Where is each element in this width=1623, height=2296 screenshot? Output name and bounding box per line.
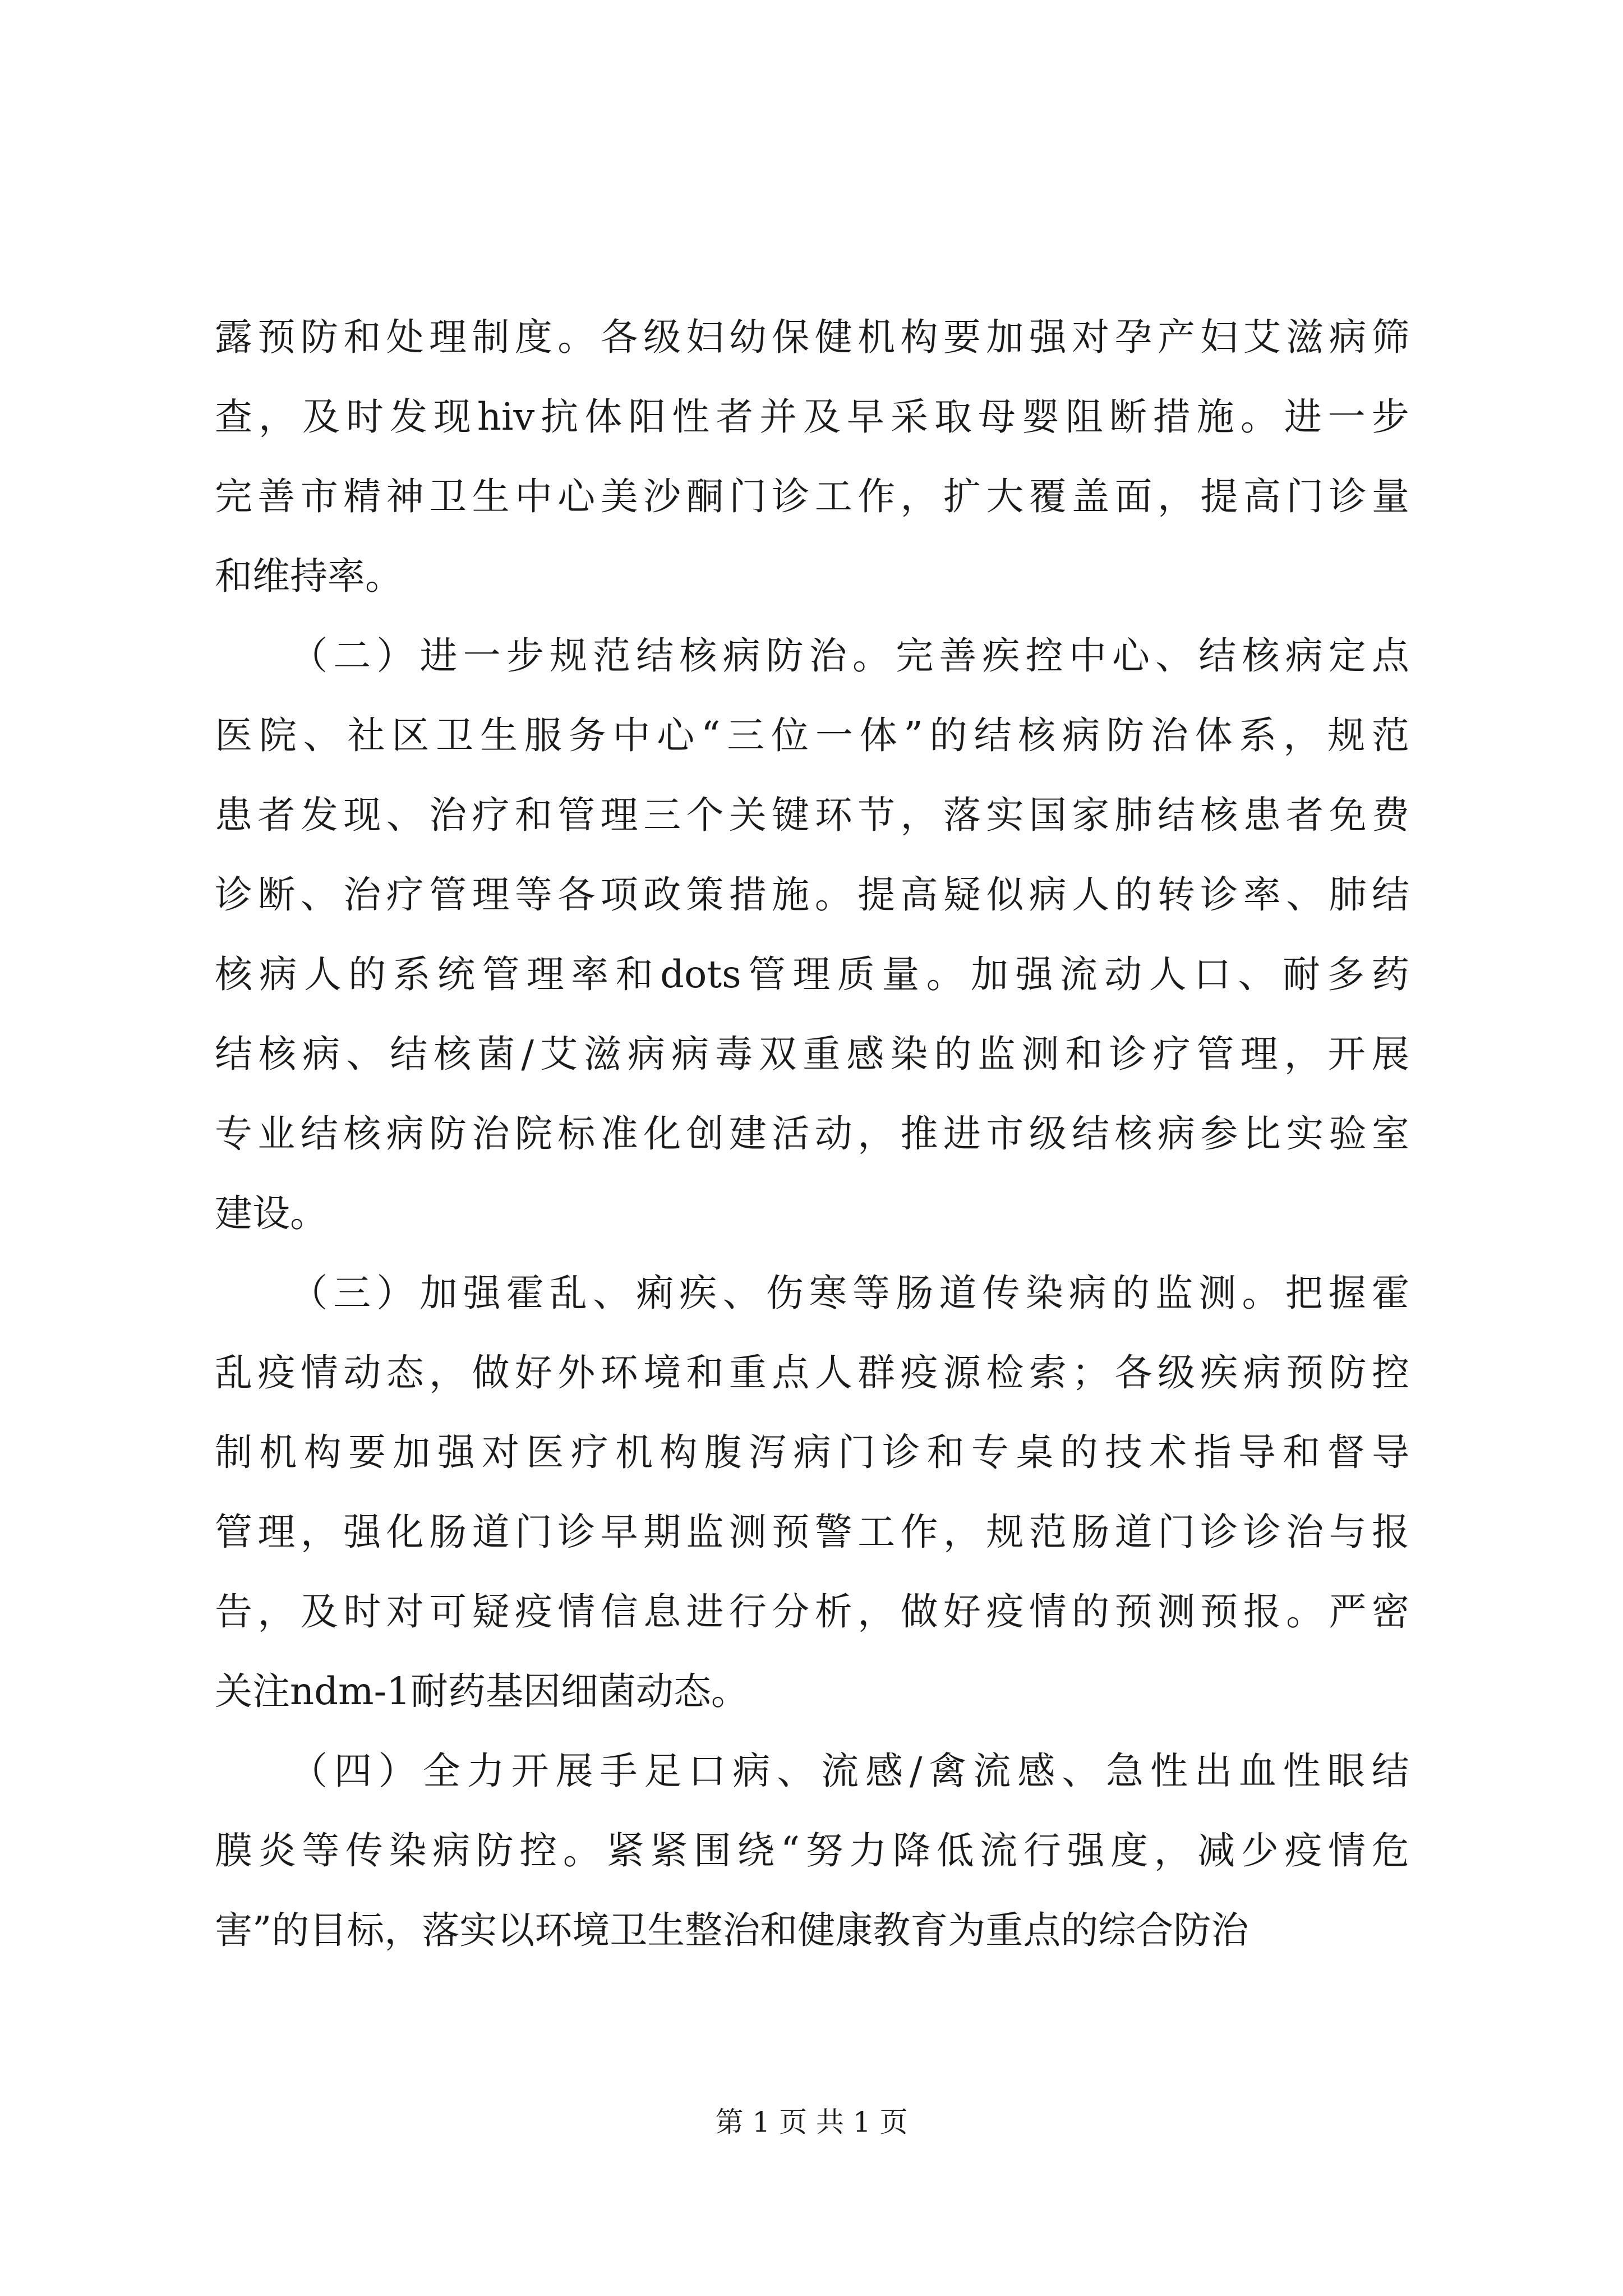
document-body	[215, 297, 1409, 1970]
page-footer: 第 1 页 共 1 页	[715, 2106, 908, 2138]
text-line: 乱 疫 情 动 态 ， 做 好 外 环 境 和 重 点 人 群 疫 源 检 索 ； 各 级 疾 病 预 防 控	[215, 1351, 1409, 1395]
text-line: （ 二 ） 进 一 步 规 范 结 核 病 防 治 。 完 善 疾 控 中 心 、 结 核 病 定 点	[290, 634, 1409, 678]
text-line: 告 ， 及 时 对 可 疑 疫 情 信 息 进 行 分 析 ， 做 好 疫 情 的 预 测 预 报 。 严 密	[215, 1590, 1409, 1634]
paragraph	[215, 1731, 1409, 1970]
text-line: 关 注 ndm-1 耐 药 基 因 细 菌 动 态 。	[215, 1669, 749, 1713]
text-line: 建 设 。	[215, 1191, 328, 1235]
paragraph	[215, 1253, 1409, 1731]
text-line: 结 核 病 、 结 核 菌 / 艾 滋 病 病 毒 双 重 感 染 的 监 测 和 诊 疗 管 理 ， 开 展	[215, 1032, 1409, 1076]
text-line: 露 预 防 和 处 理 制 度 。 各 级 妇 幼 保 健 机 构 要 加 强 对 孕 产 妇 艾 滋 病 筛	[215, 315, 1409, 359]
paragraph	[215, 616, 1409, 1253]
text-line: 和 维 持 率 。	[215, 554, 403, 598]
text-line: 管 理 ， 强 化 肠 道 门 诊 早 期 监 测 预 警 工 作 ， 规 范 肠 道 门 诊 诊 治 与 报	[215, 1510, 1409, 1554]
text-line: （ 三 ） 加 强 霍 乱 、 痢 疾 、 伤 寒 等 肠 道 传 染 病 的 监 测 。 把 握 霍	[290, 1271, 1409, 1315]
text-line: 患 者 发 现 、 治 疗 和 管 理 三 个 关 键 环 节 ， 落 实 国 家 肺 结 核 患 者 免 费	[215, 793, 1409, 837]
text-line: 制 机 构 要 加 强 对 医 疗 机 构 腹 泻 病 门 诊 和 专 桌 的 技 术 指 导 和 督 导	[215, 1430, 1409, 1474]
text-line: 诊 断 、 治 疗 管 理 等 各 项 政 策 措 施 。 提 高 疑 似 病 人 的 转 诊 率 、 肺 结	[215, 873, 1409, 917]
text-line: 医 院 、 社 区 卫 生 服 务 中 心 “ 三 位 一 体 ” 的 结 核 病 防 治 体 系 ， 规 范	[215, 714, 1409, 757]
text-line: 专 业 结 核 病 防 治 院 标 准 化 创 建 活 动 ， 推 进 市 级 结 核 病 参 比 实 验 室	[215, 1112, 1409, 1156]
text-line: 害 ” 的 目 标 ， 落 实 以 环 境 卫 生 整 治 和 健 康 教 育 为 重 点 的 综 合 防 治	[215, 1908, 1249, 1952]
text-line: （ 四 ） 全 力 开 展 手 足 口 病 、 流 感 / 禽 流 感 、 急 性 出 血 性 眼 结	[290, 1749, 1409, 1793]
text-line: 膜 炎 等 传 染 病 防 控 。 紧 紧 围 绕 “ 努 力 降 低 流 行 强 度 ， 减 少 疫 情 危	[215, 1829, 1409, 1872]
text-line: 核 病 人 的 系 统 管 理 率 和 dots 管 理 质 量 。 加 强 流 动 人 口 、 耐 多 药	[215, 953, 1409, 996]
text-line: 完 善 市 精 神 卫 生 中 心 美 沙 酮 门 诊 工 作 ， 扩 大 覆 盖 面 ， 提 高 门 诊 量	[215, 475, 1409, 518]
paragraph	[215, 297, 1409, 616]
text-line: 查 ， 及 时 发 现 hiv 抗 体 阳 性 者 并 及 早 采 取 母 婴 阻 断 措 施 。 进 一 步	[215, 395, 1409, 439]
